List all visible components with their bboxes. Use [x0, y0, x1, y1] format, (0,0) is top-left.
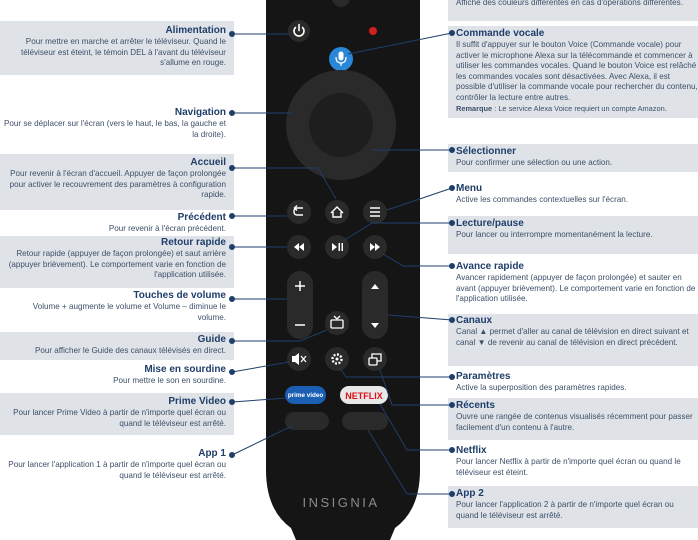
annotation-title: Touches de volume: [133, 290, 226, 301]
annotation-title: Commande vocale: [456, 28, 545, 39]
rewind-button[interactable]: [287, 235, 311, 259]
note-text: : Le service Alexa Voice requiert un compte Amazon.: [492, 103, 667, 113]
app1-button[interactable]: [285, 412, 329, 430]
annotation-desc: Active les commandes contextuelles sur l'écran.: [456, 195, 629, 204]
select-button: [309, 93, 373, 157]
back-button[interactable]: [287, 200, 311, 224]
settings-button[interactable]: [325, 347, 349, 371]
annotation-title: Canaux: [456, 315, 493, 326]
annotation-desc: Pour lancer Netflix à partir de n'importe quel écran ou quand le téléviseur est éteint.: [456, 457, 681, 477]
annotation-title: Paramètres: [456, 371, 511, 382]
annotation-desc: Pour revenir à l'écran d'accueil. Appuyer de façon prolongée pour activer le recouvrement des paramètres à configuration rapide.: [9, 169, 226, 200]
annotation-desc: Ouvre une rangée de contenus visualisés récemment pour passer facilement d'un contenu à l'autre.: [456, 412, 693, 432]
prime-video-label: prime video: [287, 392, 324, 399]
annotation-desc: Pour lancer l'application 2 à partir de n'importe quel écran ou quand le téléviseur est arrêté.: [456, 500, 674, 520]
annotation-title: App 1: [198, 448, 226, 459]
play-pause-button[interactable]: [325, 235, 349, 259]
annotation-title: Avance rapide: [456, 261, 524, 272]
home-button[interactable]: [325, 200, 349, 224]
annotation-desc: Pour mettre le son en sourdine.: [113, 376, 226, 385]
annotation-desc: Pour mettre en marche et arrêter le téléviseur. Quand le téléviseur est éteint, le témoin DEL à l'avant du téléviseur s'allume en rouge.: [20, 37, 226, 68]
annotation-desc: Pour revenir à l'écran précédent.: [108, 224, 226, 233]
annotation-title: Netflix: [456, 445, 487, 456]
annotation-title: Prime Video: [168, 396, 226, 407]
note-label: Remarque: [456, 103, 493, 113]
volume-rocker[interactable]: [287, 271, 313, 339]
annotation-desc: Volume + augmente le volume et Volume – diminue le volume.: [32, 302, 226, 322]
annotation-title: App 2: [456, 488, 484, 499]
recents-button[interactable]: [363, 347, 387, 371]
annotation-title: Lecture/pause: [456, 218, 524, 229]
mute-button[interactable]: [287, 347, 311, 371]
annotation-title: Navigation: [174, 107, 226, 118]
annotation-title: Retour rapide: [160, 237, 226, 248]
annotation-desc: Pour lancer l'application 1 à partir de n'importe quel écran ou quand le téléviseur est arrêté.: [8, 460, 226, 480]
annotation-title: Accueil: [190, 157, 226, 168]
navigation-ring[interactable]: [286, 70, 396, 180]
annotation-desc: Affiche des couleurs différentes en cas d'opérations différentes.: [456, 0, 683, 7]
fast-forward-button[interactable]: [363, 235, 387, 259]
power-button[interactable]: [288, 20, 310, 42]
netflix-label: NETFLIX: [345, 391, 383, 401]
annotation-title: Récents: [456, 400, 495, 411]
voice-button[interactable]: [329, 47, 353, 71]
menu-button[interactable]: [363, 200, 387, 224]
netflix-button[interactable]: [340, 386, 388, 404]
annotation-title: Guide: [197, 334, 226, 345]
annotation-desc: Il suffit d'appuyer sur le bouton Voice (Commande vocale) pour activer le microphone Alexa sur la télécommande et commencer à utiliser les commandes vocales. Quand le bouton Voice est relâché les commandes vocales sont désactivées. Avec Alexa, il est possible d'utiliser la commande vocale pour rechercher du contenu, contrôler la lecture entre autres.: [456, 40, 698, 102]
led-indicator-icon: [369, 27, 377, 35]
annotation-desc: Pour se déplacer sur l'écran (vers le haut, le bas, la gauche et la droite).: [4, 119, 226, 139]
annotation-title: Précédent: [177, 212, 226, 223]
annotation-desc: Pour lancer ou interrompre momentanément la lecture.: [456, 230, 653, 239]
brand-logo: INSIGNIA: [302, 495, 380, 510]
annotation-title: Mise en sourdine: [144, 364, 226, 375]
annotation-desc: Pour confirmer une sélection ou une action.: [456, 158, 613, 167]
prime-video-button[interactable]: [285, 386, 326, 404]
app2-button[interactable]: [342, 412, 388, 430]
annotation-title: Menu: [456, 183, 483, 194]
annotation-title: Alimentation: [165, 25, 226, 36]
channel-rocker[interactable]: [362, 271, 388, 339]
annotation-desc: Canal ▲ permet d'aller au canal de télévision en direct suivant et canal ▼ de revenir au canal de télévision en direct précédent.: [456, 327, 689, 347]
annotation-desc: Active la superposition des paramètres rapides.: [456, 383, 627, 392]
annotation-desc: Pour afficher le Guide des canaux télévisés en direct.: [34, 346, 226, 355]
annotation-desc: Pour lancer Prime Video à partir de n'importe quel écran ou quand le téléviseur est arrêté.: [13, 408, 226, 428]
annotation-title: Sélectionner: [456, 146, 517, 157]
annotation-desc: Avancer rapidement (appuyer de façon prolongée) et sauter en avant (appuyer brièvement). Le comportement varie en fonction de l'application utilisée.: [456, 273, 696, 304]
guide-button[interactable]: [325, 311, 349, 335]
annotation-desc: Retour rapide (appuyer de façon prolongée) et saut arrière (appuyer brièvement). Le comportement varie en fonction de l'application utilisée.: [8, 249, 226, 280]
